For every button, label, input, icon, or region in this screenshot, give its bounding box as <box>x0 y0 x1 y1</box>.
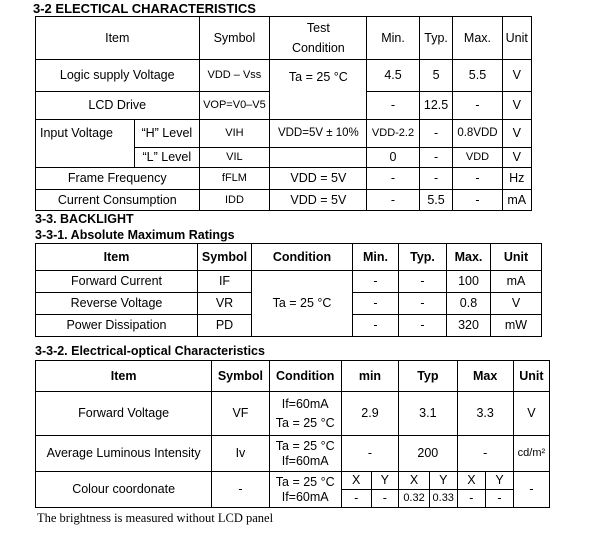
header-item: Item <box>36 361 212 392</box>
header-max: Max <box>457 361 513 392</box>
header-item: Item <box>36 244 198 271</box>
absolute-ratings-table <box>35 243 542 337</box>
section-title-absolute-ratings: 3-3-1. Absolute Maximum Ratings <box>35 228 235 242</box>
header-unit: Unit <box>491 244 542 271</box>
table-row: Average Luminous Intensity Iv Ta = 25 °C If=60mA - 200 - cd/m² <box>36 436 550 472</box>
table-row: Frame Frequency fFLM VDD = 5V - - - Hz <box>36 168 532 190</box>
table-row: Forward Current IF Ta = 25 °C - - 100 mA <box>36 271 542 293</box>
header-typ: Typ. <box>399 244 447 271</box>
table-row: LCD Drive VOP=V0–V5 - 12.5 - V <box>36 92 532 120</box>
header-test-condition: Test Condition <box>270 17 367 60</box>
table-row: Colour coordonate - Ta = 25 °C If=60mA X Y X Y X Y - <box>36 472 550 490</box>
section-title-backlight: 3-3. BACKLIGHT <box>35 212 134 226</box>
table-row: Reverse Voltage VR - - 0.8 V <box>36 293 542 315</box>
header-condition: Condition <box>269 361 341 392</box>
header-condition: Condition <box>252 244 353 271</box>
table-row: Logic supply Voltage VDD – Vss Ta = 25 °C 4.5 5 5.5 V <box>36 60 532 92</box>
electrical-optical-table <box>35 360 550 508</box>
electrical-characteristics-table <box>35 16 532 211</box>
header-unit: Unit <box>502 17 532 60</box>
header-min: min <box>341 361 398 392</box>
header-symbol: Symbol <box>198 244 252 271</box>
header-typ: Typ <box>399 361 457 392</box>
header-symbol: Symbol <box>199 17 270 60</box>
section-title-electrical: 3-2 ELECTICAL CHARACTERISTICS <box>33 1 256 16</box>
footnote: The brightness is measured without LCD panel <box>37 511 274 525</box>
table-row: Current Consumption IDD VDD = 5V - 5.5 - mA <box>36 190 532 211</box>
header-min: Min. <box>353 244 399 271</box>
table-row: Forward Voltage VF If=60mA Ta = 25 °C 2.9 3.1 3.3 V <box>36 392 550 436</box>
section-title-electrical-optical: 3-3-2. Electrical-optical Characteristics <box>35 344 265 358</box>
table-row: Input Voltage “H” Level VIH VDD=5V ± 10% VDD-2.2 - 0.8VDD V <box>36 120 532 148</box>
table-row: - - 0.32 0.33 - - <box>36 490 550 508</box>
header-item: Item <box>36 17 200 60</box>
header-typ: Typ. <box>419 17 453 60</box>
header-min: Min. <box>367 17 419 60</box>
header-max: Max. <box>447 244 491 271</box>
header-symbol: Symbol <box>212 361 269 392</box>
table-row: Power Dissipation PD - - 320 mW <box>36 315 542 337</box>
header-unit: Unit <box>513 361 549 392</box>
table-row: “L” Level VIL 0 - VDD V <box>36 148 532 168</box>
header-max: Max. <box>453 17 502 60</box>
